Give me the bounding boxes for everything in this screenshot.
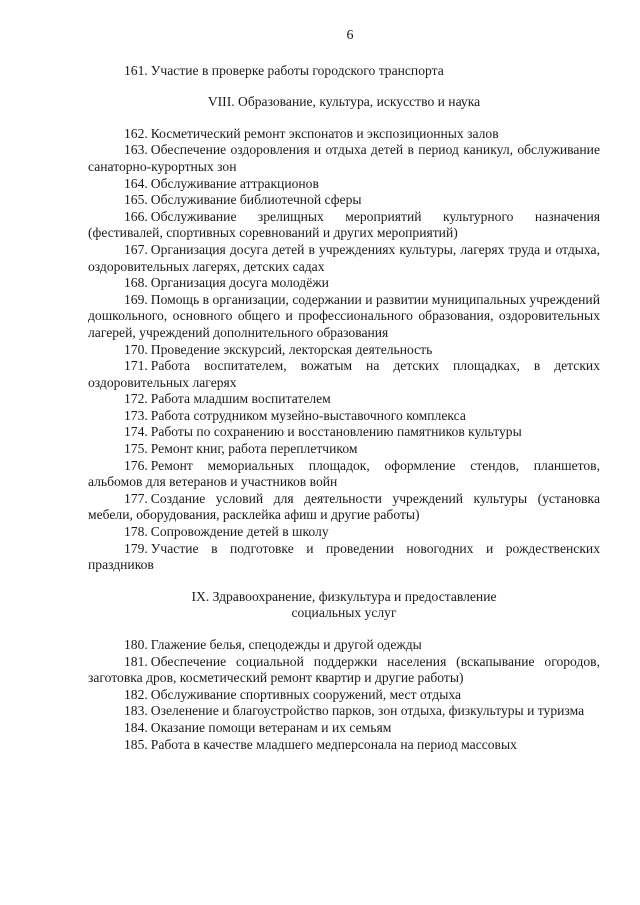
list-item xyxy=(88,142,600,175)
list-item-text: Глажение белья, спецодежды и другой одежды xyxy=(150,637,422,652)
list-item-number: 171. xyxy=(124,358,148,374)
list-item-text: Ремонт мемориальных площадок, оформление стендов, планшетов, альбомов для ветеранов и участников войн xyxy=(88,457,600,490)
section-heading-line: VIII. Образование, культура, искусство и наука xyxy=(207,94,481,110)
page-number: 6 xyxy=(346,28,354,43)
list-item-number: 166. xyxy=(124,208,148,224)
list-item xyxy=(88,524,600,541)
list-item-number: 170. xyxy=(124,341,148,357)
list-item-text: Обслуживание зрелищных мероприятий культурного назначения (фестивалей, спортивных соревнований и других мероприятий) xyxy=(88,208,600,241)
list-item xyxy=(88,687,600,704)
list-item-number: 168. xyxy=(124,275,148,291)
list-item xyxy=(88,209,600,242)
list-item-text: Участие в подготовке и проведении новогодних и рождественских праздников xyxy=(88,540,600,573)
list-item-text: Обслуживание аттракционов xyxy=(150,175,319,191)
list-item xyxy=(88,192,600,209)
list-item xyxy=(88,637,600,654)
list-item-number: 161. xyxy=(124,62,148,78)
list-item-number: 162. xyxy=(124,125,148,141)
list-item-number: 174. xyxy=(124,424,148,440)
list-item xyxy=(88,737,600,754)
list-item xyxy=(88,391,600,408)
list-item xyxy=(88,720,600,737)
list-item-text: Обеспечение социальной поддержки населения (вскапывание огородов, заготовка дров, косметический ремонт квартир и другие работы) xyxy=(88,653,600,686)
list-item-number: 179. xyxy=(124,540,148,556)
section-heading xyxy=(88,589,600,622)
list-item-number: 172. xyxy=(124,391,148,407)
list-item xyxy=(88,358,600,391)
list-item-number: 181. xyxy=(124,653,148,669)
section-heading-line: социальных услуг xyxy=(291,605,397,621)
list-item-text: Сопровождение детей в школу xyxy=(150,524,329,540)
list-item-text: Организация досуга молодёжи xyxy=(150,275,329,291)
list-item-number: 164. xyxy=(124,175,148,191)
list-item-number: 165. xyxy=(124,192,148,208)
list-item-number: 167. xyxy=(124,241,148,257)
document-page xyxy=(88,28,600,753)
list-item-number: 176. xyxy=(124,457,148,473)
list-item-number: 177. xyxy=(124,490,148,506)
list-item xyxy=(88,491,600,524)
section-heading xyxy=(88,94,600,111)
list-item-number: 184. xyxy=(124,719,148,735)
list-item xyxy=(88,242,600,275)
list-item xyxy=(88,703,600,720)
list-item-number: 185. xyxy=(124,736,148,752)
list-item-text: Организация досуга детей в учреждениях культуры, лагерях труда и отдыха, оздоровительных лагерях, детских садах xyxy=(88,241,600,274)
list-item xyxy=(88,654,600,687)
list-item-text: Ремонт книг, работа переплетчиком xyxy=(150,441,358,457)
list-item xyxy=(88,424,600,441)
list-item-text: Создание условий для деятельности учреждений культуры (установка мебели, оборудования, расклейка афиш и другие работы) xyxy=(88,490,600,523)
list-item-text: Работа в качестве младшего медперсонала на период массовых xyxy=(150,736,517,752)
document-body xyxy=(88,63,600,754)
list-item-text: Оказание помощи ветеранам и их семьям xyxy=(150,719,392,735)
list-item-text: Работа воспитателем, вожатым на детских площадках, в детских оздоровительных лагерях xyxy=(88,358,600,390)
list-item xyxy=(88,408,600,425)
list-item xyxy=(88,292,600,342)
list-item-text: Работа младшим воспитателем xyxy=(150,391,331,407)
list-item-text: Обслуживание библиотечной сферы xyxy=(150,192,362,208)
list-item-text: Обслуживание спортивных сооружений, мест отдыха xyxy=(150,686,462,702)
list-item-text: Работы по сохранению и восстановлению памятников культуры xyxy=(150,424,522,440)
list-item xyxy=(88,342,600,359)
list-item-number: 182. xyxy=(124,686,148,702)
list-item-text: Проведение экскурсий, лекторская деятельность xyxy=(150,341,433,357)
list-item-number: 183. xyxy=(124,703,148,719)
list-item-number: 178. xyxy=(124,524,148,540)
list-item xyxy=(88,176,600,193)
list-item-number: 163. xyxy=(124,142,148,158)
list-item-text: Косметический ремонт экспонатов и экспозиционных залов xyxy=(150,125,499,141)
list-item-text: Работа сотрудником музейно-выставочного комплекса xyxy=(150,407,466,423)
section-heading-line: IX. Здравоохранение, физкультура и предоставление xyxy=(191,588,497,604)
list-item-text: Участие в проверке работы городского транспорта xyxy=(150,62,444,78)
list-item xyxy=(88,63,600,80)
list-item-text: Озеленение и благоустройство парков, зон отдыха, физкультуры и туризма xyxy=(150,703,585,719)
list-item-number: 175. xyxy=(124,441,148,457)
list-item-number: 173. xyxy=(124,407,148,423)
list-item xyxy=(88,126,600,143)
list-item-text: Помощь в организации, содержании и развитии муниципальных учреждений дошкольного, основного общего и профессионального образования, оздоровительных лагерей, учреждений дополнительного образования xyxy=(88,291,600,340)
list-item-number: 180. xyxy=(124,637,148,652)
list-item-text: Обеспечение оздоровления и отдыха детей в период каникул, обслуживание санаторно-курортных зон xyxy=(88,142,600,174)
list-item xyxy=(88,458,600,491)
list-item xyxy=(88,275,600,292)
list-item-number: 169. xyxy=(124,291,148,307)
list-item xyxy=(88,441,600,458)
list-item xyxy=(88,541,600,574)
